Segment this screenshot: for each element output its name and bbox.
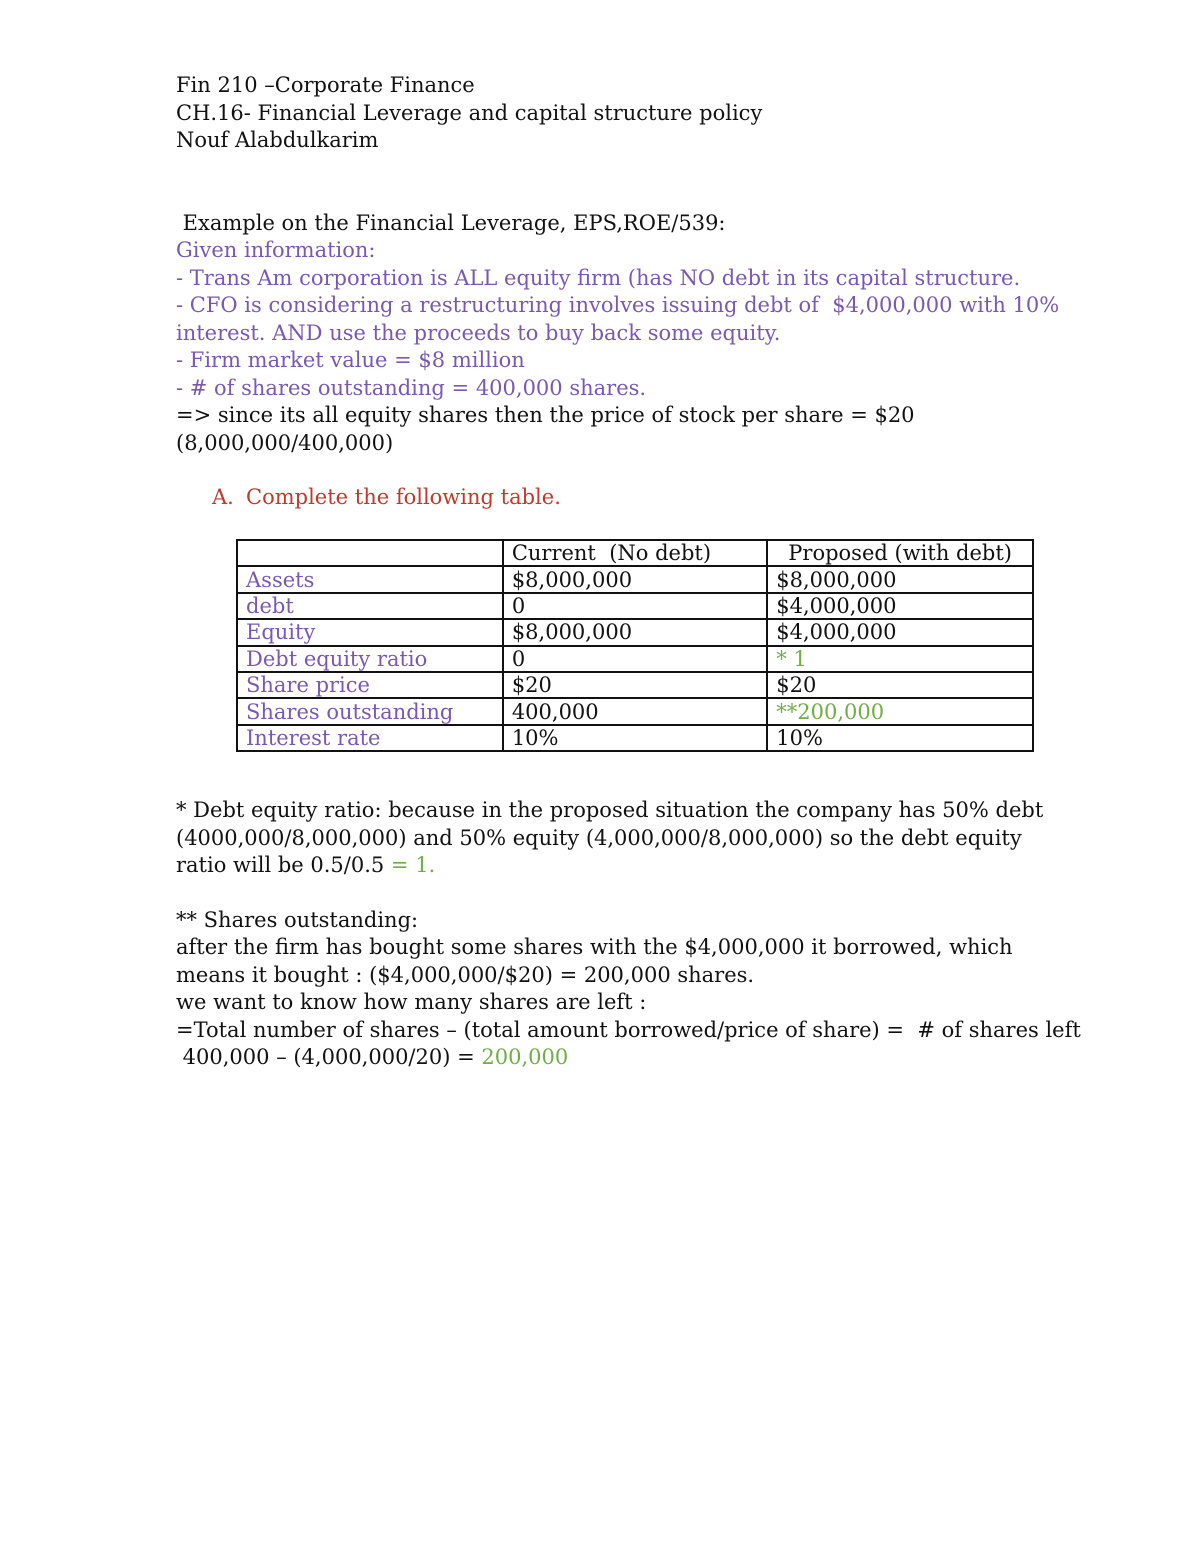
row-label: Share price (237, 672, 503, 698)
leverage-table (236, 539, 1034, 752)
row-label: Shares outstanding (237, 698, 503, 724)
author-name: Nouf Alabdulkarim (176, 128, 379, 152)
row-label: Interest rate (237, 725, 503, 751)
proposed-value: **200,000 (767, 698, 1033, 724)
row-label: Equity (237, 619, 503, 645)
chapter-title: CH.16- Financial Leverage and capital structure policy (176, 100, 763, 125)
table-row (237, 593, 1033, 619)
document-page (176, 72, 1081, 1069)
ratio-note (176, 852, 1046, 880)
given-item: - Trans Am corporation is ALL equity firm (has NO debt in its capital structure. (176, 265, 1021, 290)
proposed-value: * 1 (767, 646, 1033, 672)
current-value: $8,000,000 (503, 619, 767, 645)
price-calculation: (8,000,000/400,000) (176, 430, 394, 455)
ratio-note-text: ratio will be 0.5/0.5 (176, 853, 385, 877)
table-header-row (237, 540, 1033, 566)
current-value: $8,000,000 (503, 566, 767, 592)
table-row (237, 566, 1033, 592)
shares-heading: ** Shares outstanding: (176, 907, 419, 932)
row-label: debt (237, 593, 503, 619)
proposed-value: $8,000,000 (767, 566, 1033, 592)
given-item: - Firm market value = $8 million (176, 348, 525, 372)
proposed-value: $20 (767, 672, 1033, 698)
course-title: Fin 210 –Corporate Finance (176, 73, 475, 97)
shares-calculation (176, 1044, 1046, 1072)
table-row (237, 619, 1033, 645)
ratio-result: = 1. (384, 853, 436, 877)
shares-note: we want to know how many shares are left : (176, 990, 647, 1014)
shares-note: after the firm has bought some shares with the $4,000,000 it borrowed, which (176, 935, 1013, 959)
table-row (237, 725, 1033, 751)
given-label: Given information: (176, 238, 376, 262)
current-value: 10% (503, 725, 767, 751)
table-header-current: Current (No debt) (503, 540, 767, 566)
given-item: - CFO is considering a restructuring involves issuing debt of $4,000,000 with 10% (176, 293, 1060, 317)
table-row (237, 698, 1033, 724)
price-conclusion: => since its all equity shares then the price of stock per share = $20 (176, 403, 915, 427)
example-title: Example on the Financial Leverage, EPS,ROE/539: (176, 210, 726, 235)
given-item: - # of shares outstanding = 400,000 shares. (176, 375, 647, 400)
table-header-cell (237, 540, 503, 566)
current-value: 0 (503, 593, 767, 619)
row-label: Debt equity ratio (237, 646, 503, 672)
given-item: interest. AND use the proceeds to buy back some equity. (176, 320, 781, 345)
shares-result: 200,000 (474, 1045, 569, 1069)
table-row (237, 646, 1033, 672)
task-text: Complete the following table. (246, 485, 561, 509)
shares-note: =Total number of shares – (total amount borrowed/price of share) = # of shares left (176, 1017, 1081, 1042)
task-a (212, 484, 1046, 512)
shares-calc-text: 400,000 – (4,000,000/20) = (176, 1045, 475, 1069)
shares-note: means it bought : ($4,000,000/$20) = 200,000 shares. (176, 962, 755, 987)
ratio-note: * Debt equity ratio: because in the proposed situation the company has 50% debt (176, 798, 1044, 822)
current-value: $20 (503, 672, 767, 698)
proposed-value: 10% (767, 725, 1033, 751)
current-value: 400,000 (503, 698, 767, 724)
proposed-value: $4,000,000 (767, 619, 1033, 645)
row-label: Assets (237, 566, 503, 592)
explanation-notes (176, 797, 1081, 1072)
table-row (237, 672, 1033, 698)
ratio-note: (4000,000/8,000,000) and 50% equity (4,000,000/8,000,000) so the debt equity (176, 825, 1022, 850)
current-value: 0 (503, 646, 767, 672)
proposed-value: $4,000,000 (767, 593, 1033, 619)
table-header-proposed: Proposed (with debt) (767, 540, 1033, 566)
task-letter: A. (212, 485, 234, 509)
